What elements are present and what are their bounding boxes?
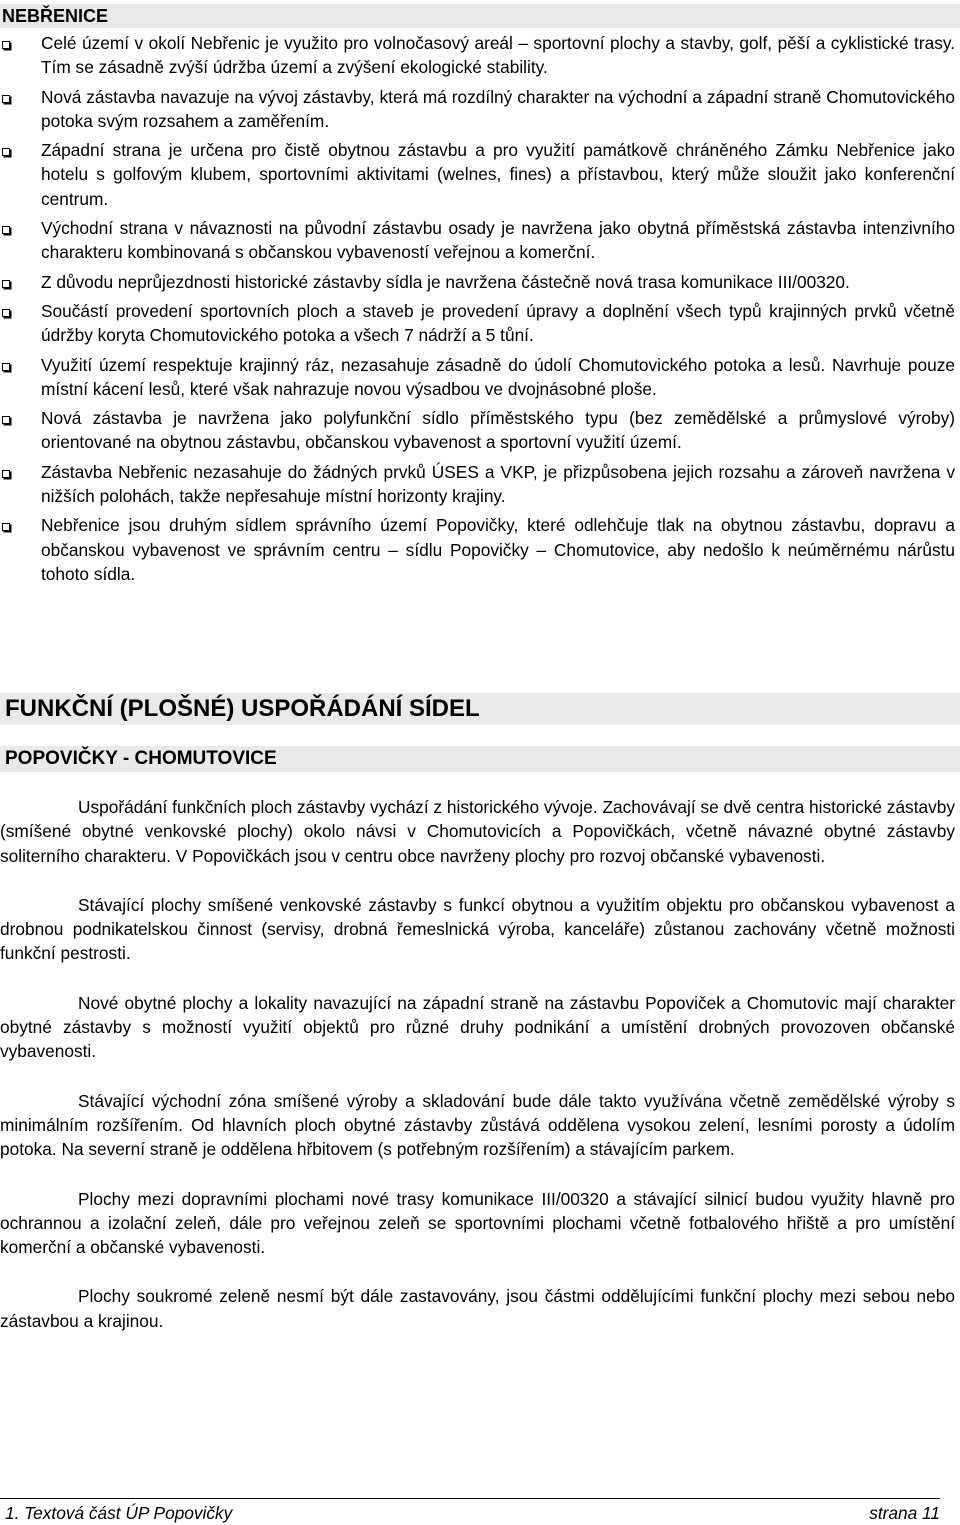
checkbox-bullet-icon xyxy=(2,470,10,478)
list-item-text: Západní strana je určena pro čistě obytnou zástavbu a pro využití památkově chráněného Zámku Nebřenice jako hotelu s golfovým klubem, sportovními aktivitami (welnes, fines) a přístavbou, který může sloužit jako konferenční centrum. xyxy=(41,140,955,209)
checkbox-bullet-icon xyxy=(2,309,10,317)
list-item xyxy=(0,513,955,586)
paragraph: Stávající východní zóna smíšené výroby a skladování bude dále takto využívána včetně zemědělské výroby s minimálním rozšířením. Od hlavních ploch obytné zástavby zůstává oddělena vysokou zelení, lesními porosty a údolím potoka. Na severní straně je oddělena hřbitovem (s potřebným rozšířením) a stávajícím parkem. xyxy=(0,1090,955,1160)
list-item-text: Východní strana v návaznosti na původní zástavbu osady je navržena jako obytná příměstská zástavba intenzivního charakteru kombinovaná s občanskou vybaveností veřejnou a komerční. xyxy=(41,218,955,263)
list-item-text: Celé území v okolí Nebřenic je využito pro volnočasový areál – sportovní plochy a stavby, golf, pěší a cyklistické trasy. Tím se zásadně zvýší údržba území a zvýšení ekologické stability. xyxy=(41,33,955,78)
list-item xyxy=(0,406,955,455)
paragraph: Plochy mezi dopravními plochami nové trasy komunikace III/00320 a stávající silnicí budou využity hlavně pro ochrannou a izolační zeleň, dále pro veřejnou zeleň se sportovními plochami včetně fotbalového hřiště a pro umístění komerční a občanské vybavenosti. xyxy=(0,1188,955,1258)
list-item xyxy=(0,460,955,509)
checkbox-bullet-icon xyxy=(2,226,10,234)
checkbox-bullet-icon xyxy=(2,523,10,531)
paragraph: Plochy soukromé zeleně nesmí být dále zastavovány, jsou částmi oddělujícími funkční plochy mezi sebou nebo zástavbou a krajinou. xyxy=(0,1286,955,1331)
list-item xyxy=(0,216,955,265)
list-item-text: Z důvodu neprůjezdnosti historické zástavby sídla je navržena částečně nová trasa komunikace III/00320. xyxy=(41,271,850,292)
list-item-text: Nová zástavba je navržena jako polyfunkční sídlo příměstského typu (bez zemědělské a průmyslové výroby) orientované na obytnou zástavbu, občanskou vybavenost a sportovní využití území. xyxy=(41,408,955,453)
list-item-text: Součástí provedení sportovních ploch a staveb je provedení úpravy a doplnění všech typů krajinných prvků včetně údržby koryta Chomutovického potoka a všech 7 nádrží a 5 tůní. xyxy=(41,300,955,346)
list-item-text: Nová zástavba navazuje na vývoj zástavby, která má rozdílný charakter na východní a západní straně Chomutovického potoka svým rozsahem a zaměřením. xyxy=(41,86,955,131)
list-item xyxy=(0,270,955,294)
checkbox-bullet-icon xyxy=(2,41,10,49)
checkbox-bullet-icon xyxy=(2,95,10,103)
list-item xyxy=(0,85,955,134)
list-item xyxy=(0,353,955,402)
footer-document-title: 1. Textová část ÚP Popovičky xyxy=(5,1503,233,1523)
list-item xyxy=(0,138,955,211)
list-item-text: Zástavba Nebřenic nezasahuje do žádných prvků ÚSES a VKP, je přizpůsobena jejich rozsahu a zároveň navržena v nižších polohách, takže nepřesahuje místní horizonty krajiny. xyxy=(41,461,955,507)
paragraph: Stávající plochy smíšené venkovské zástavby s funkcí obytnou a využitím objektu pro občanskou vybavenost a drobnou podnikatelskou činnost (servisy, drobná řemeslnická výroba, kanceláře) zůstanou zachovány včetně možnosti funkční pestrosti. xyxy=(0,894,955,964)
footer-page-number: strana 11 xyxy=(869,1503,940,1523)
bullet-list-nebrenice xyxy=(0,31,955,591)
checkbox-bullet-icon xyxy=(2,416,10,424)
checkbox-bullet-icon xyxy=(2,148,10,156)
paragraph: Uspořádání funkčních ploch zástavby vychází z historického vývoje. Zachovávají se dvě centra historické zástavby (smíšené obytné venkovské plochy) okolo návsi v Chomutovicích a Popovičkách, včetně návazné obytné zástavby soliterního charakteru. V Popovičkách jsou v centru obce navrženy plochy pro rozvoj občanské vybavenosti. xyxy=(0,797,955,866)
subsection-heading-popovicky: POPOVIČKY - CHOMUTOVICE xyxy=(0,746,960,772)
page-footer xyxy=(5,1502,940,1524)
footer-divider xyxy=(0,1498,940,1499)
section-heading-nebrenice: NEBŘENICE xyxy=(0,4,960,28)
checkbox-bullet-icon xyxy=(2,363,10,371)
popovicky-body-text xyxy=(0,795,955,1358)
list-item-text: Využití území respektuje krajinný ráz, nezasahuje zásadně do údolí Chomutovického potoka a lesů. Navrhuje pouze místní kácení lesů, které však nahrazuje novou výsadbou ve dvojnásobné ploše. xyxy=(41,354,955,399)
list-item-text: Nebřenice jsou druhým sídlem správního území Popovičky, které odlehčuje tlak na obytnou zástavbu, dopravu a občanskou vybavenost ve správním centru – sídlu Popovičky – Chomutovice, aby nedošlo k neúměrnému nárůstu tohoto sídla. xyxy=(41,515,955,584)
checkbox-bullet-icon xyxy=(2,280,10,288)
paragraph: Nové obytné plochy a lokality navazující na západní straně na zástavbu Popoviček a Chomutovic mají charakter obytné zástavby s možností využití objektů pro různé druhy podnikání a umístění drobných provozoven občanské vybavenosti. xyxy=(0,992,955,1062)
list-item xyxy=(0,299,955,348)
list-item xyxy=(0,31,955,80)
section-heading-functional-layout: FUNKČNÍ (PLOŠNÉ) USPOŘÁDÁNÍ SÍDEL xyxy=(0,693,960,725)
